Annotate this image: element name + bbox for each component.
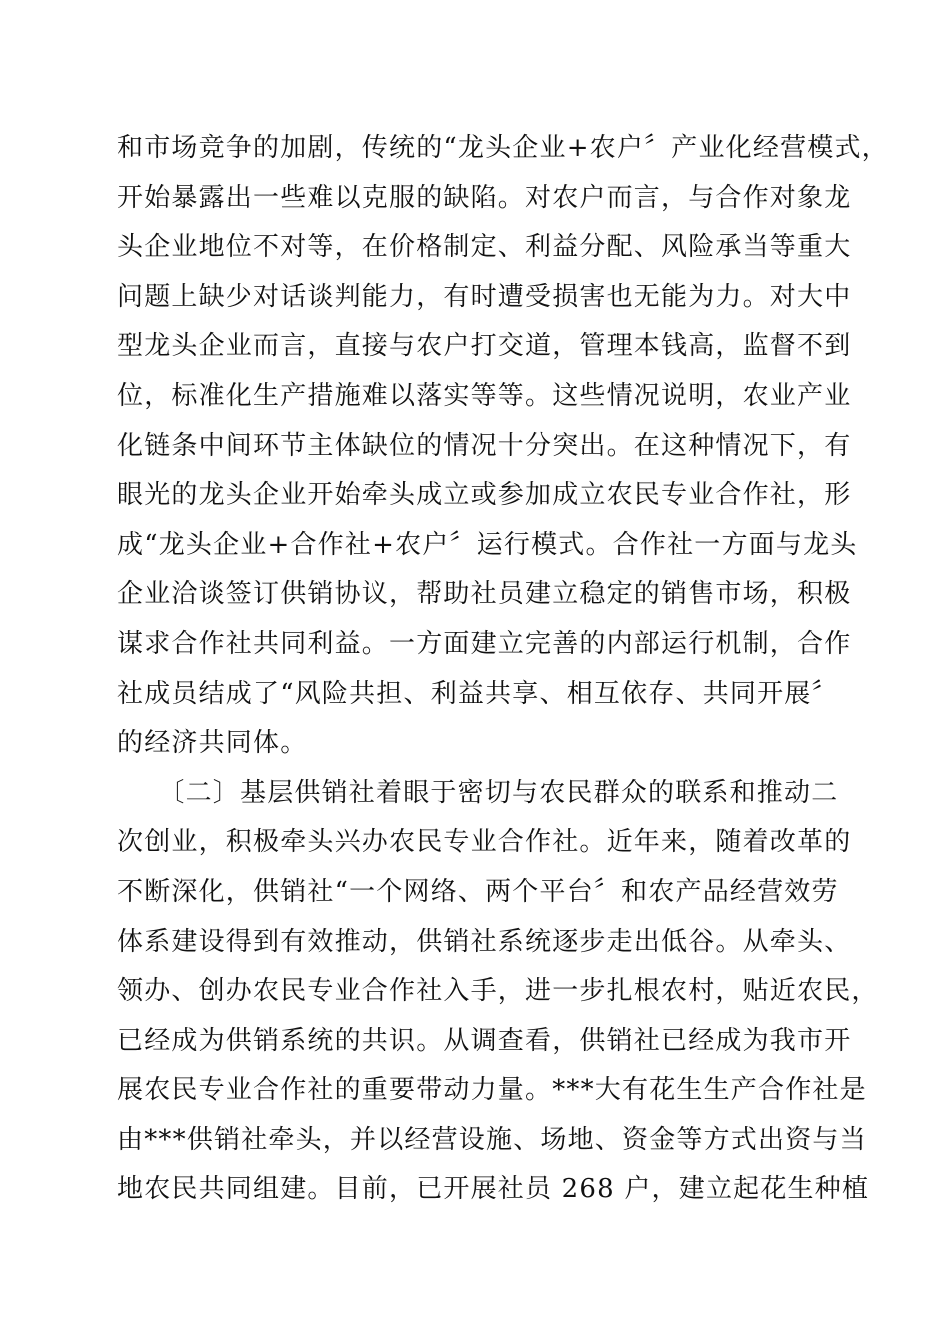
text-line: 型龙头企业而言，直接与农户打交道，管理本钱高，监督不到 [117,331,852,362]
text-line: 位，标准化生产措施难以落实等等。这些情况说明，农业产业 [117,380,852,411]
text-line: 地农民共同组建。目前，已开展社员 268 户，建立起花生种植 [117,1174,870,1205]
body-text [117,124,889,1215]
text-line: 已经成为供销系统的共识。从调查看，供销社已经成为我市开 [117,1025,852,1056]
text-line: 领办、创办农民专业合作社入手，进一步扎根农村，贴近农民， [117,976,879,1007]
text-line: 展农民专业合作社的重要带动力量。***大有花生生产合作社是 [117,1075,867,1106]
text-line: 眼光的龙头企业开始牵头成立或参加成立农民专业合作社，形 [117,480,852,511]
text-line: 谋求合作社共同利益。一方面建立完善的内部运行机制，合作 [117,628,852,659]
text-line: 化链条中间环节主体缺位的情况十分突出。在这种情况下，有 [117,430,852,461]
text-line: 头企业地位不对等，在价格制定、利益分配、风险承当等重大 [117,232,852,263]
text-line: 的经济共同体。 [117,728,308,759]
text-line: 不断深化，供销社“一个网络、两个平台〞和农产品经营效劳 [117,876,839,907]
text-line: 社成员结成了“风险共担、利益共享、相互依存、共同开展〞 [117,678,839,709]
text-line: 企业洽谈签订供销协议，帮助社员建立稳定的销售市场，积极 [117,579,852,610]
text-line: 问题上缺少对话谈判能力，有时遭受损害也无能为力。对大中 [117,281,852,312]
text-line: 次创业，积极牵头兴办农民专业合作社。近年来，随着改革的 [117,827,852,858]
text-line: 成“龙头企业+合作社+农户〞运行模式。合作社一方面与龙头 [117,529,858,560]
text-line: 〔二〕基层供销社着眼于密切与农民群众的联系和推动二 [117,777,839,808]
text-line: 由***供销社牵头，并以经营设施、场地、资金等方式出资与当 [117,1124,867,1155]
text-line: 体系建设得到有效推动，供销社系统逐步走出低谷。从牵头、 [117,926,852,957]
text-line: 开始暴露出一些难以克服的缺陷。对农户而言，与合作对象龙 [117,182,852,213]
text-line: 和市场竞争的加剧，传统的“龙头企业+农户〞产业化经营模式， [117,133,889,163]
